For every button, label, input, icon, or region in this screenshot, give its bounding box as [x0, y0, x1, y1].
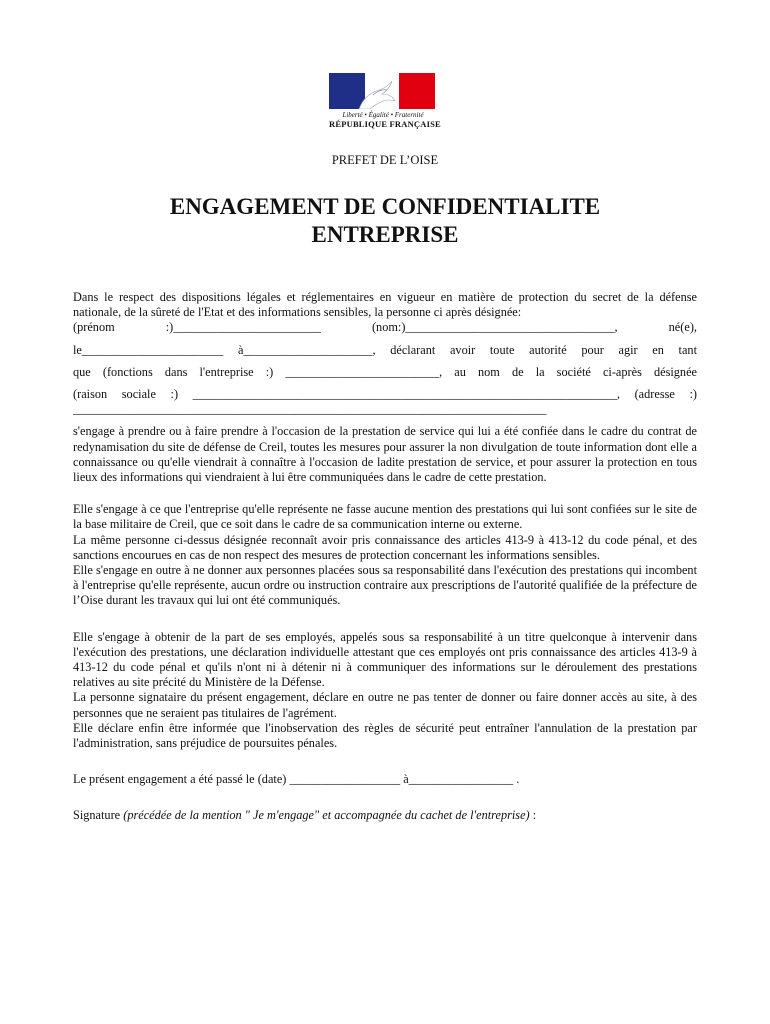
intro-paragraph: Dans le respect des dispositions légales et réglementaires en vigueur en matière de protection du secret de la défense nationale, de la sûreté de l'Etat et des informations sensibles, la personne ci après désignée: [73, 290, 697, 320]
title-line-2: ENTREPRISE [311, 222, 459, 247]
fonctions-line: que (fonctions dans l'entreprise :) _________________________, au nom de la société ci-après désignée [73, 364, 697, 379]
date-line: Le présent engagement a été passé le (date) __________________ à_________________ . [73, 772, 520, 787]
prenom-field: (prénom :)________________________ [73, 320, 321, 335]
signature-line [73, 808, 697, 823]
marianne-flag-icon [329, 73, 435, 109]
paragraph-1: s'engage à prendre ou à faire prendre à l'occasion de la prestation de service qui lui a été confiée dans le cadre du contrat de redynamisation du site de défense de Creil, toutes les mesures pour assurer la non divulgation de toute information dont elle a connaissance ou qu'elle viendrait à connaître à l'occasion de ladite prestation de service, et pour assurer la protection en tous lieux des informations qui viendraient à lui être communiquées dans le cadre de cette prestation. [73, 424, 697, 485]
paragraph-5: Elle s'engage à obtenir de la part de ses employés, appelés sous sa responsabilité à un titre quelconque à intervenir dans l'exécution des prestations, une déclaration individuelle attestant que ces employés ont pris connaissance des articles 413-9 à 413-12 du code pénal et qu'ils n'ont ni à détenir ni à communiquer des informations sur le déroulement des prestations relatives au site précité du Ministère de la Défense. [73, 629, 697, 690]
birth-line: le_______________________ à_____________________, déclarant avoir toute autorité pour agir en tant [73, 342, 697, 357]
republic-text: RÉPUBLIQUE FRANÇAISE [329, 119, 441, 129]
identity-line [73, 320, 697, 335]
adresse-blank-line: _____________________________________________________________________________ [73, 402, 547, 417]
paragraph-6: La personne signataire du présent engagement, déclare en outre ne pas tenter de donner ou faire donner accès au site, à des personnes que ne seraient pas titulaires de l'agrément. [73, 690, 697, 720]
paragraph-3: La même personne ci-dessus désignée reconnaît avoir pris connaissance des articles 413-9 à 413-12 du code pénal, et des sanctions encourues en cas de non respect des mesures de protection concernant les informations sensibles. [73, 532, 697, 562]
document-body [73, 290, 697, 824]
signature-label: Signature [73, 808, 121, 823]
ne-field: né(e), [668, 320, 697, 335]
paragraph-4: Elle s'engage en outre à ne donner aux personnes placées sous sa responsabilité dans l'exécution des prestations qui incombent à l'entreprise qu'elle représente, aucun ordre ou instruction contraire aux prescriptions de l'autorité qualifiée de la préfecture de l’Oise durant les travaux qui lui ont été communiqués. [73, 563, 697, 608]
paragraph-7: Elle déclare enfin être informée que l'inobservation des règles de sécurité peut entraîner l'annulation de la prestation par l'administration, sans préjudice de poursuites pénales. [73, 720, 697, 751]
document-title [0, 193, 770, 249]
marianne-logo [329, 73, 441, 129]
signature-colon: : [529, 808, 537, 823]
paragraph-2: Elle s'engage à ce que l'entreprise qu'elle représente ne fasse aucune mention des prestations qui lui sont confiées sur le site de la base militaire de Creil, que ce soit dans le cadre de sa communication interne ou externe. [73, 502, 697, 532]
prefet-heading: PREFET DE L’OISE [331, 153, 439, 167]
title-line-1: ENGAGEMENT DE CONFIDENTIALITE [169, 194, 601, 219]
motto-text: Liberté • Égalité • Fraternité [342, 111, 424, 119]
signature-note: (précédée de la mention " Je m'engage" et accompagnée du cachet de l'entreprise) [123, 808, 530, 823]
raison-sociale-line: (raison sociale :) _____________________________________________________________________, (adresse :) [73, 387, 697, 402]
nom-field: (nom:)__________________________________, [371, 320, 618, 335]
